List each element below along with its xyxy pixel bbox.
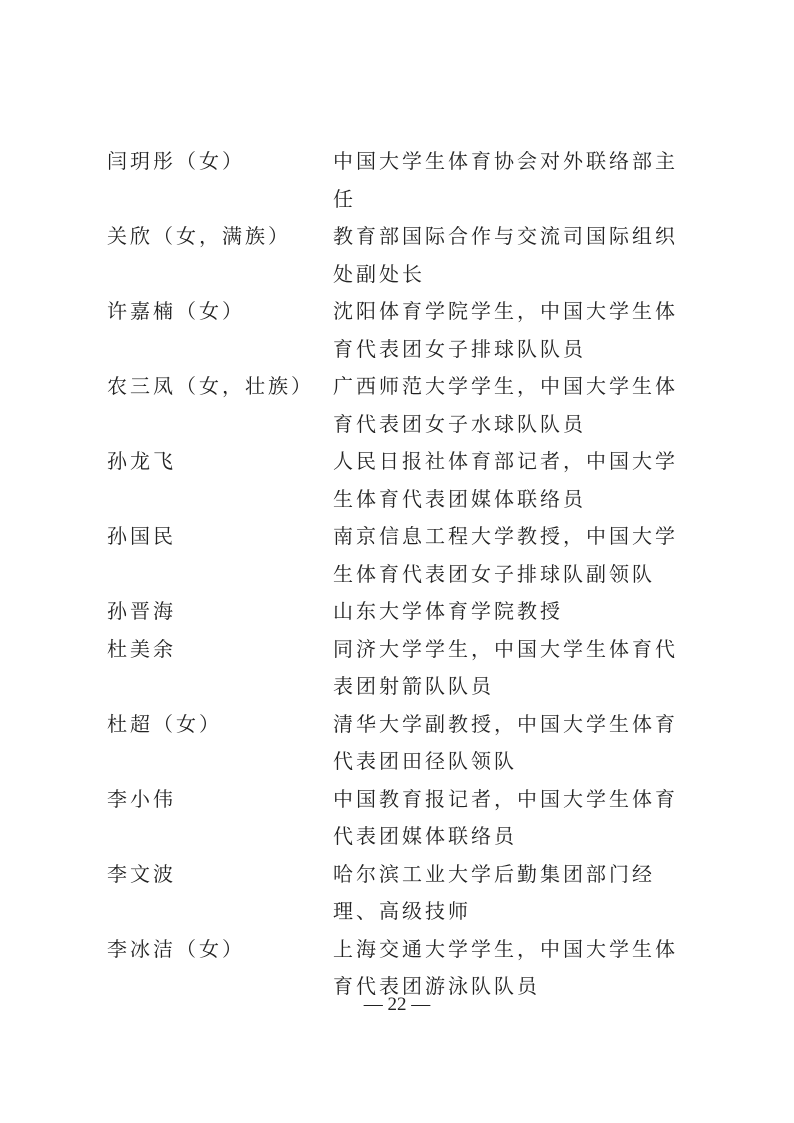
person-description: 人民日报社体育部记者，中国大学生体育代表团媒体联络员 xyxy=(333,449,678,511)
person-description: 沈阳体育学院学生，中国大学生体育代表团女子排球队队员 xyxy=(333,299,678,361)
person-name: 李小伟 xyxy=(107,786,176,811)
person-description: 哈尔滨工业大学后勤集团部门经理、高级技师 xyxy=(333,861,655,923)
person-name: 杜超（女） xyxy=(107,711,222,736)
person-name: 农三凤（女，壮族） xyxy=(107,374,314,398)
list-item xyxy=(107,143,707,218)
list-item xyxy=(107,706,707,781)
page-number: — 22 — xyxy=(363,994,431,1015)
personnel-list xyxy=(107,143,707,1006)
list-item xyxy=(107,518,707,593)
person-description: 上海交通大学学生，中国大学生体育代表团游泳队队员 xyxy=(333,936,678,998)
person-description: 中国教育报记者，中国大学生体育代表团媒体联络员 xyxy=(333,786,678,848)
person-name: 杜美余 xyxy=(107,636,176,661)
list-item xyxy=(107,218,707,293)
list-item xyxy=(107,631,707,706)
person-description: 清华大学副教授，中国大学生体育代表团田径队领队 xyxy=(333,711,678,773)
person-description: 教育部国际合作与交流司国际组织处副处长 xyxy=(333,224,678,286)
list-item xyxy=(107,856,707,931)
person-name: 李文波 xyxy=(107,861,176,886)
person-name: 李冰洁（女） xyxy=(107,936,245,961)
list-item xyxy=(107,293,707,368)
person-name: 孙龙飞 xyxy=(107,449,176,473)
list-item xyxy=(107,368,707,443)
person-description: 山东大学体育学院教授 xyxy=(333,599,563,623)
person-name: 许嘉楠（女） xyxy=(107,299,245,323)
person-description: 中国大学生体育协会对外联络部主任 xyxy=(333,149,678,211)
person-name: 关欣（女，满族） xyxy=(107,224,291,248)
list-item xyxy=(107,593,707,631)
list-item xyxy=(107,443,707,518)
list-item xyxy=(107,781,707,856)
person-description: 南京信息工程大学教授，中国大学生体育代表团女子排球队副领队 xyxy=(333,524,678,586)
person-name: 孙晋海 xyxy=(107,599,176,623)
person-name: 闫玥彤（女） xyxy=(107,149,245,173)
person-name: 孙国民 xyxy=(107,524,176,548)
person-description: 广西师范大学学生，中国大学生体育代表团女子水球队队员 xyxy=(333,374,678,436)
person-description: 同济大学学生，中国大学生体育代表团射箭队队员 xyxy=(333,636,678,698)
